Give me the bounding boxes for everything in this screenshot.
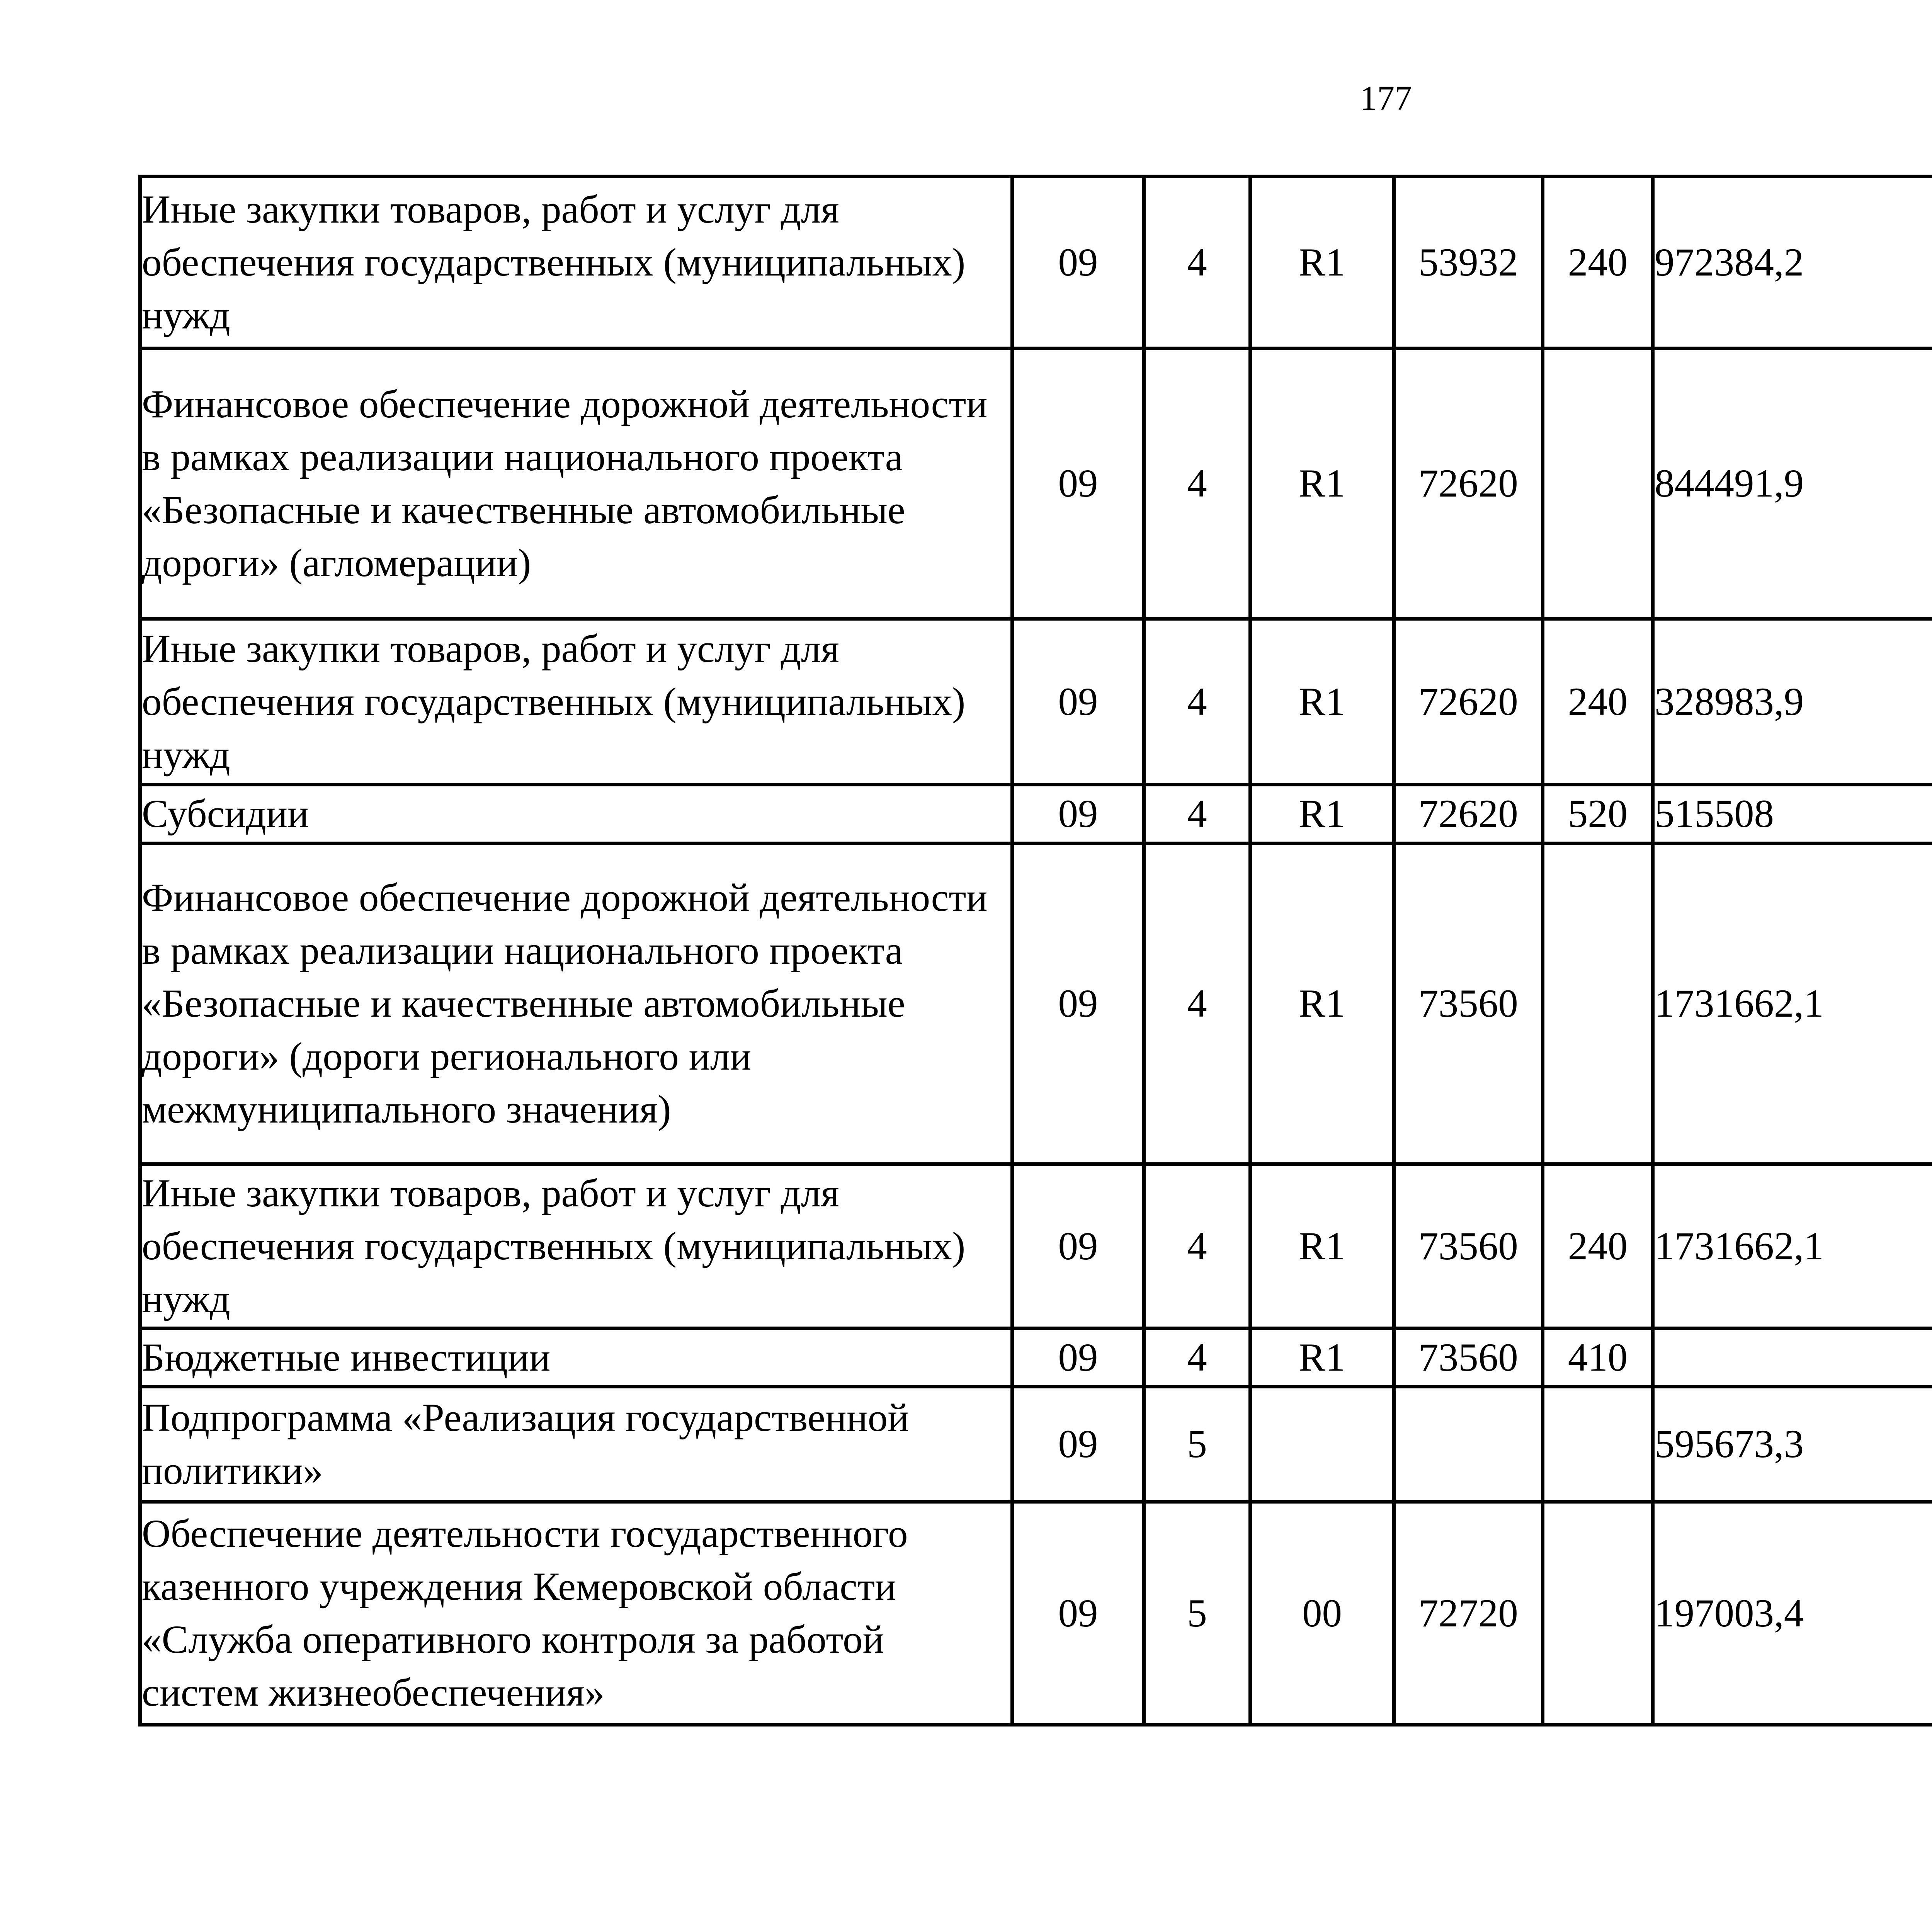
program-code: R1 xyxy=(1250,844,1394,1164)
subprogram-code: 4 xyxy=(1144,1328,1250,1387)
program-code: 00 xyxy=(1250,1502,1394,1725)
table-row xyxy=(140,619,1932,785)
table-row xyxy=(140,1502,1932,1725)
expense-type-code xyxy=(1543,349,1653,619)
expense-type-code: 240 xyxy=(1543,177,1653,349)
amount-1: 515508 xyxy=(1653,785,1932,844)
row-name: Подпрограмма «Реализация государственной политики» xyxy=(140,1387,1012,1502)
amount-1: 328983,9 xyxy=(1653,619,1932,785)
expense-type-code: 410 xyxy=(1543,1328,1653,1387)
subprogram-code: 4 xyxy=(1144,1164,1250,1328)
section-code: 09 xyxy=(1012,1387,1144,1502)
subprogram-code: 4 xyxy=(1144,177,1250,349)
expense-type-code xyxy=(1543,844,1653,1164)
expense-type-code xyxy=(1543,1387,1653,1502)
row-name: Финансовое обеспечение дорожной деятельности в рамках реализации национального проекта «Безопасные и качественные автомобильные дороги» (дороги регионального или межмуниципального значения) xyxy=(140,844,1012,1164)
row-name: Обеспечение деятельности государственного казенного учреждения Кемеровской области «Служба оперативного контроля за работой систем жизнеобеспечения» xyxy=(140,1502,1012,1725)
subprogram-code: 5 xyxy=(1144,1502,1250,1725)
expense-type-code: 240 xyxy=(1543,619,1653,785)
section-code: 09 xyxy=(1012,785,1144,844)
subprogram-code: 4 xyxy=(1144,619,1250,785)
subprogram-code: 4 xyxy=(1144,785,1250,844)
section-code: 09 xyxy=(1012,1502,1144,1725)
page-number: 177 xyxy=(1360,79,1412,117)
program-code: R1 xyxy=(1250,1328,1394,1387)
target-code: 72620 xyxy=(1394,619,1543,785)
target-code: 72620 xyxy=(1394,349,1543,619)
expense-type-code xyxy=(1543,1502,1653,1725)
target-code: 53932 xyxy=(1394,177,1543,349)
subprogram-code: 5 xyxy=(1144,1387,1250,1502)
table-row xyxy=(140,1164,1932,1328)
target-code: 73560 xyxy=(1394,1328,1543,1387)
row-name: Финансовое обеспечение дорожной деятельности в рамках реализации национального проекта «Безопасные и качественные автомобильные дороги» (агломерации) xyxy=(140,349,1012,619)
target-code: 72620 xyxy=(1394,785,1543,844)
expense-type-code: 240 xyxy=(1543,1164,1653,1328)
expense-type-code: 520 xyxy=(1543,785,1653,844)
row-name: Иные закупки товаров, работ и услуг для обеспечения государственных (муниципальных) нужд xyxy=(140,177,1012,349)
section-code: 09 xyxy=(1012,1328,1144,1387)
target-code: 73560 xyxy=(1394,1164,1543,1328)
row-name: Иные закупки товаров, работ и услуг для обеспечения государственных (муниципальных) нужд xyxy=(140,1164,1012,1328)
amount-1: 1731662,1 xyxy=(1653,844,1932,1164)
budget-table xyxy=(138,175,1932,1726)
amount-1: 844491,9 xyxy=(1653,349,1932,619)
target-code: 72720 xyxy=(1394,1502,1543,1725)
section-code: 09 xyxy=(1012,619,1144,785)
table-row xyxy=(140,844,1932,1164)
table-row xyxy=(140,785,1932,844)
program-code: R1 xyxy=(1250,785,1394,844)
amount-1 xyxy=(1653,1328,1932,1387)
section-code: 09 xyxy=(1012,844,1144,1164)
amount-1: 197003,4 xyxy=(1653,1502,1932,1725)
amount-1: 595673,3 xyxy=(1653,1387,1932,1502)
amount-1: 972384,2 xyxy=(1653,177,1932,349)
section-code: 09 xyxy=(1012,177,1144,349)
target-code xyxy=(1394,1387,1543,1502)
row-name: Иные закупки товаров, работ и услуг для обеспечения государственных (муниципальных) нужд xyxy=(140,619,1012,785)
subprogram-code: 4 xyxy=(1144,844,1250,1164)
table-row xyxy=(140,177,1932,349)
table-row xyxy=(140,349,1932,619)
program-code: R1 xyxy=(1250,1164,1394,1328)
row-name: Бюджетные инвестиции xyxy=(140,1328,1012,1387)
table-row xyxy=(140,1387,1932,1502)
program-code: R1 xyxy=(1250,619,1394,785)
section-code: 09 xyxy=(1012,349,1144,619)
row-name: Субсидии xyxy=(140,785,1012,844)
subprogram-code: 4 xyxy=(1144,349,1250,619)
section-code: 09 xyxy=(1012,1164,1144,1328)
program-code xyxy=(1250,1387,1394,1502)
amount-1: 1731662,1 xyxy=(1653,1164,1932,1328)
table-row xyxy=(140,1328,1932,1387)
program-code: R1 xyxy=(1250,177,1394,349)
target-code: 73560 xyxy=(1394,844,1543,1164)
program-code: R1 xyxy=(1250,349,1394,619)
